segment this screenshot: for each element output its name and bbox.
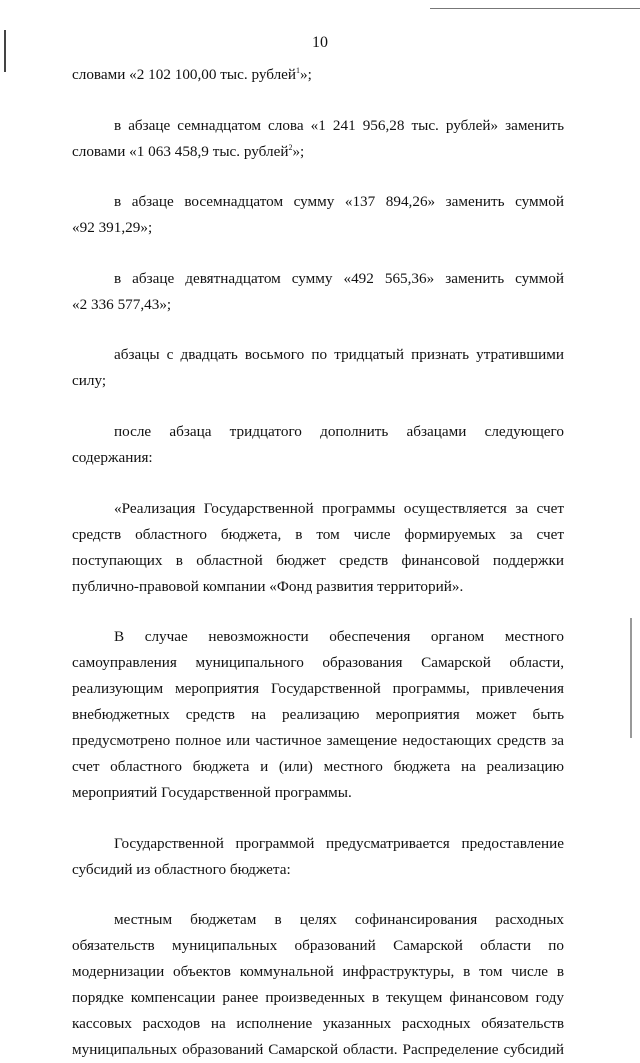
- text-line: «Реализация Государственной программы осуществляется за счет: [114, 499, 564, 517]
- footnote-marker: 2: [288, 142, 293, 152]
- text-line: счет областного бюджета и (или) местного бюджета на реализацию: [72, 758, 564, 776]
- text-line: в абзаце семнадцатом слова «1 241 956,28 тыс. рублей» заменить: [114, 116, 564, 134]
- text-line: муниципальных образований Самарской области. Распределение субсидий: [72, 1041, 564, 1059]
- text-line: после абзаца тридцатого дополнить абзацами следующего: [114, 422, 564, 440]
- text-line: «92 391,29»;: [72, 219, 153, 237]
- text-line: абзацы с двадцать восьмого по тридцатый признать утратившими: [114, 346, 564, 364]
- text-line: мероприятий Государственной программы.: [72, 784, 352, 802]
- text-line: содержания:: [72, 448, 153, 466]
- text-line: кассовых расходов на исполнение указанных расходных обязательств: [72, 1015, 564, 1033]
- text-line: средств областного бюджета, в том числе формируемых за счет: [72, 525, 564, 543]
- scan-artifact-right: [630, 618, 632, 738]
- text-line: самоуправления муниципального образования Самарской области,: [72, 654, 564, 672]
- text-line: Государственной программой предусматривается предоставление: [114, 834, 564, 852]
- text-line: в абзаце девятнадцатом сумму «492 565,36» заменить суммой: [114, 269, 564, 287]
- text-line: модернизации объектов коммунальной инфраструктуры, в том числе в: [72, 963, 564, 981]
- text-line: поступающих в областной бюджет средств финансовой поддержки: [72, 551, 564, 569]
- scan-artifact-top: [430, 8, 640, 9]
- text-line: обязательств муниципальных образований Самарской области по: [72, 937, 564, 955]
- text-line: предусмотрено полное или частичное замещение недостающих средств за: [72, 732, 564, 750]
- text-line: словами «2 102 100,00 тыс. рублей$^1$»;: [72, 66, 312, 83]
- text-line: в абзаце восемнадцатом сумму «137 894,26» заменить суммой: [114, 193, 564, 211]
- text-line: субсидий из областного бюджета:: [72, 860, 291, 878]
- text-line: порядке компенсации ранее произведенных в текущем финансовом году: [72, 989, 564, 1007]
- text-line: местным бюджетам в целях софинансирования расходных: [114, 911, 564, 929]
- text-line: словами «1 063 458,9 тыс. рублей$^2$»;: [72, 142, 305, 160]
- footnote-marker: 1: [296, 66, 301, 75]
- text-line: «2 336 577,43»;: [72, 295, 172, 313]
- text-line: внебюджетных средств на реализацию мероприятия может быть: [72, 706, 564, 724]
- text-line: реализующим мероприятия Государственной программы, привлечения: [72, 680, 564, 698]
- text-line: публично-правовой компании «Фонд развития территорий».: [72, 577, 464, 595]
- text-line: В случае невозможности обеспечения органом местного: [114, 628, 564, 646]
- text-line: силу;: [72, 372, 107, 390]
- page-number: 10: [312, 34, 328, 51]
